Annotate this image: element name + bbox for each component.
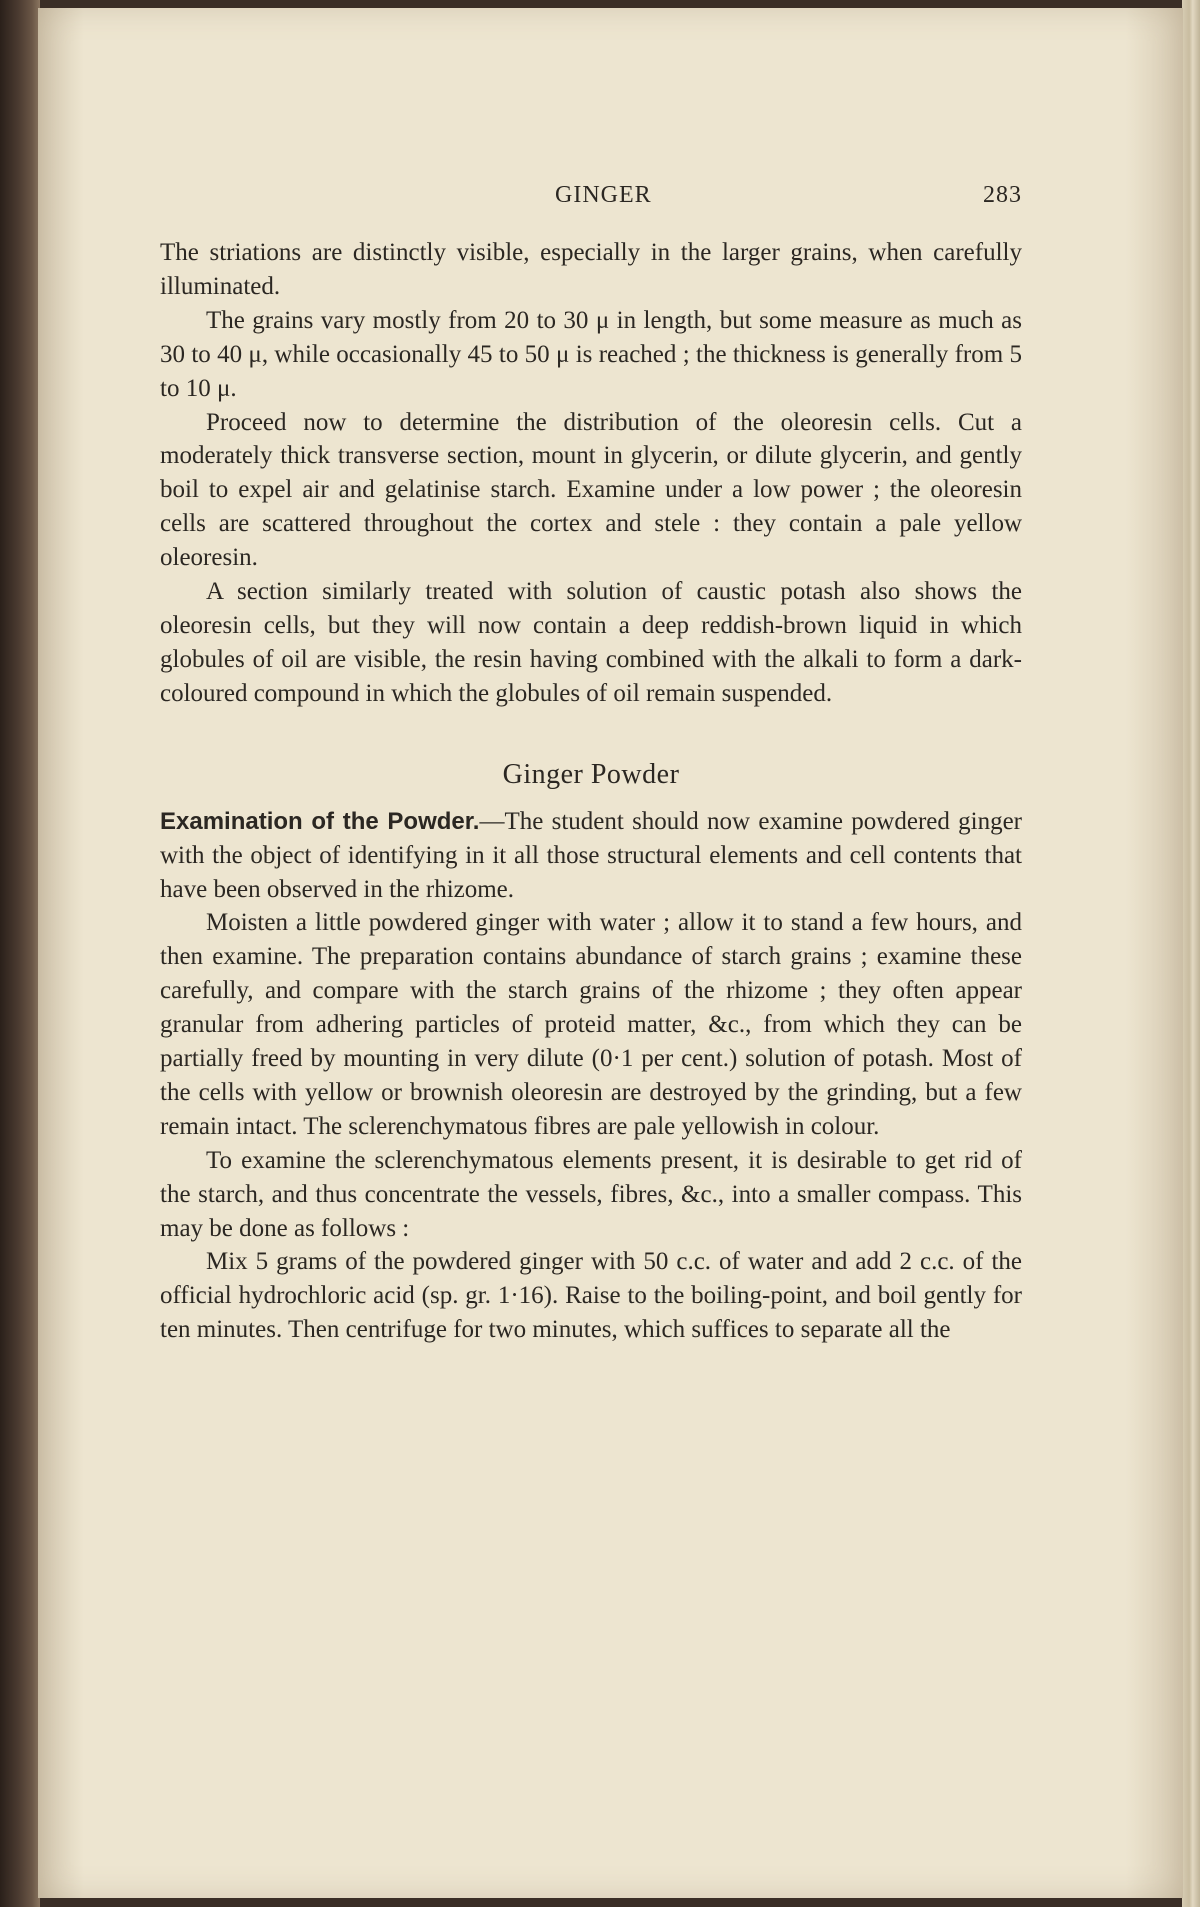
page-edges bbox=[1182, 0, 1200, 1907]
page-content bbox=[160, 8, 1022, 1898]
paragraph-sclerenchymatous: To examine the sclerenchymatous elements present, it is desirable to get rid of the starch, and thus concentrate the vessels, fibres, &c., into a smaller compass. This may be done as follows : bbox=[160, 1146, 1022, 1242]
paragraph-mix: Mix 5 grams of the powdered ginger with 50 c.c. of water and add 2 c.c. of the official hydrochloric acid (sp. gr. 1·16). Raise to the boiling-point, and boil gently for ten minutes. Then centrifuge for two minutes, which suffices to separate all the bbox=[160, 1248, 1022, 1344]
book-page bbox=[38, 8, 1183, 1898]
page-body bbox=[160, 236, 1022, 1347]
paragraph-moisten: Moisten a little powdered ginger with water ; allow it to stand a few hours, and then examine. The preparation contains abundance of starch grains ; examine these carefully, and compare with the starch grains of the rhizome ; they often appear granular from adhering particles of proteid matter, &c., from which they can be partially freed by mounting in very dilute (0·1 per cent.) solution of potash. Most of the cells with yellow or brownish oleoresin are destroyed by the grinding, but a few remain intact. The sclerenchymatous fibres are pale yellowish in colour. bbox=[160, 909, 1022, 1140]
paragraph-oleoresin-cells: Proceed now to determine the distribution of the oleoresin cells. Cut a moderately thick transverse section, mount in glycerin, or dilute glycerin, and gently boil to expel air and gelatinise starch. Examine under a low power ; the oleoresin cells are scattered throughout the cortex and stele : they contain a pale yellow oleoresin. bbox=[160, 408, 1022, 572]
running-head bbox=[160, 182, 1022, 212]
paragraph-striations: The striations are distinctly visible, especially in the larger grains, when carefully illuminated. bbox=[160, 239, 1022, 300]
paragraph-examination bbox=[160, 805, 1022, 907]
paragraph-examination-text: —The student should now examine powdered ginger with the object of identifying in it all those structural elements and cell contents that have been observed in the rhizome. bbox=[160, 807, 1022, 903]
section-heading: Ginger Powder bbox=[502, 758, 680, 790]
paragraph-grain-size: The grains vary mostly from 20 to 30 μ in length, but some measure as much as 30 to 40 μ, while occasionally 45 to 50 μ is reached ; the thickness is generally from 5 to 10 μ. bbox=[160, 306, 1022, 402]
runin-heading: Examination of the Powder. bbox=[160, 807, 480, 835]
page-number: 283 bbox=[983, 182, 1022, 208]
book-binding bbox=[0, 0, 40, 1907]
running-head-title: GINGER bbox=[555, 182, 652, 208]
paragraph-caustic-potash: A section similarly treated with solution of caustic potash also shows the oleoresin cells, but they will now contain a deep reddish-brown liquid in which globules of oil are visible, the resin having combined with the alkali to form a dark-coloured compound in which the globules of oil remain suspended. bbox=[160, 578, 1022, 707]
